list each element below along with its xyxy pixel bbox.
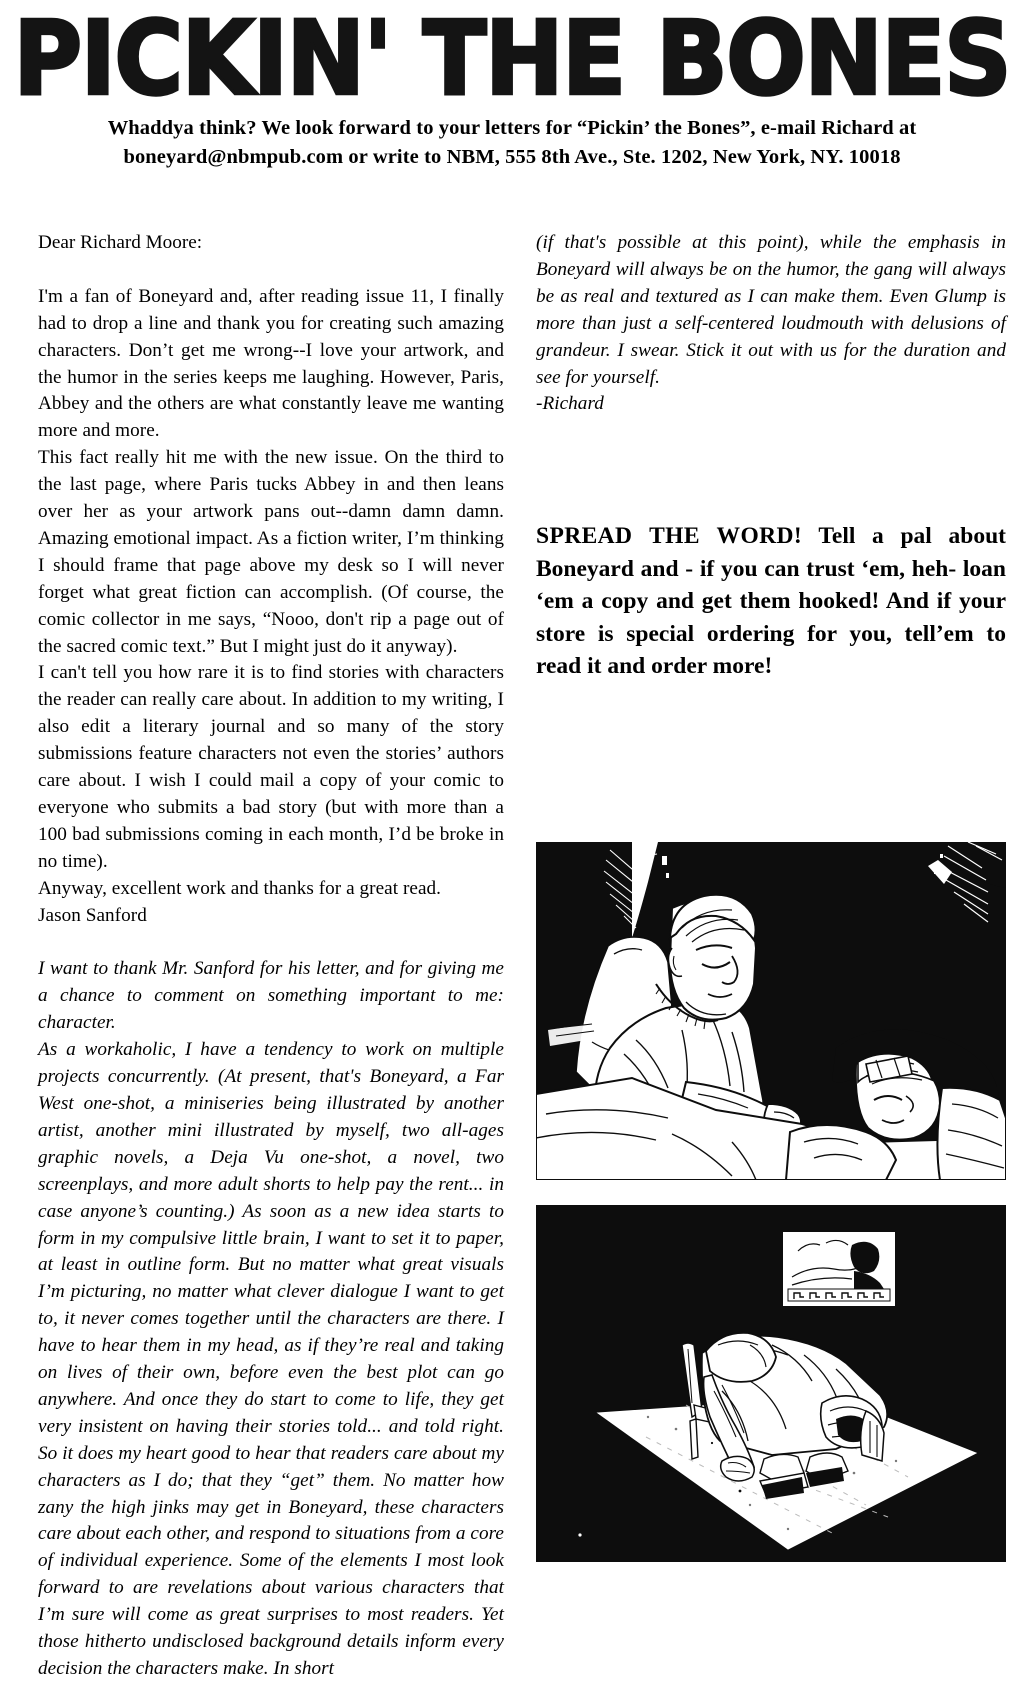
page-title: PICKIN' THE BONES (13, 0, 1011, 119)
reply-paragraph-1: I want to thank Mr. Sanford for his letter, and for giving me a chance to comment on something important to me: character. (38, 958, 504, 1034)
wideshot-comic-artwork (536, 1205, 1006, 1562)
letter-paragraph-3: I can't tell you how rare it is to find stories with characters the reader can really care about. In addition to my writing, I also edit a literary journal and so many of the story submissions feature characters not even the stories’ authors care about. I wish I could mail a copy of your comic to everyone who submits a bad story (but with more than a 100 bad submissions coming in each month, I’d be broke in no time). (38, 662, 504, 872)
spread-the-word-promo (536, 520, 1006, 683)
masthead-subtitle-line-1: Whaddya think? We look forward to your letters for “Pickin’ the Bones”, e-mail Richard at (107, 117, 917, 139)
letter-paragraph-2: This fact really hit me with the new issue. On the third to the last page, where Paris tucks Abbey in and then leans over her as your artwork pans out--damn damn damn. Amazing emotional impact. As a fiction writer, I’m thinking I should frame that page above my desk so I will never forget what great fiction can accomplish. (Of course, the comic collector in me says, “Nooo, don't rip a page out of the sacred comic text.” But I might just do it anyway). (38, 447, 504, 657)
promo-lead-text: SPREAD THE WORD! (536, 523, 803, 549)
reply-paragraph-continued: (if that's possible at this point), while the emphasis in Boneyard will always be on the humor, the gang will always be as real and textured as I can make them. Even Glump is more than just a self-centered loudmouth with delusions of grandeur. I swear. Stick it out with us for the duration and see for yourself. (536, 232, 1006, 388)
reply-signature: -Richard (536, 393, 604, 415)
wideshot-comic-panel (536, 1205, 1006, 1562)
letter-paragraph-1: I'm a fan of Boneyard and, after reading issue 11, I finally had to drop a line and thank you for creating such amazing characters. Don’t get me wrong--I love your artwork, and the humor in the series keeps me laughing. However, Paris, Abbey and the others are what constantly leave me wanting more and more. (38, 285, 504, 442)
masthead (0, 0, 1024, 180)
masthead-subtitle (52, 114, 972, 172)
masthead-subtitle-line-2: boneyard@nbmpub.com or write to NBM, 555 8th Ave., Ste. 1202, New York, NY. 10018 (123, 146, 901, 168)
promo-body-text: Tell a pal about Boneyard and - if you can trust ‘em, heh- loan ‘em a copy and get them hooked! And if your store is special ordering for you, tell’em to read it and order more! (536, 523, 1006, 680)
letter-signature: Jason Sanford (38, 904, 147, 926)
letter-salutation: Dear Richard Moore: (38, 232, 203, 253)
letter-closing: Anyway, excellent work and thanks for a great read. (38, 877, 442, 899)
framed-picture (784, 1233, 894, 1305)
right-text-column (536, 230, 1006, 418)
spacer (38, 930, 504, 957)
bedside-comic-panel (536, 842, 1006, 1180)
bedside-comic-artwork (536, 842, 1006, 1180)
left-text-column (38, 230, 504, 1683)
spacer (38, 257, 504, 284)
reply-paragraph-2: As a workaholic, I have a tendency to work on multiple projects concurrently. (At present, that's Boneyard, a Far West one-shot, a miniseries being illustrated by another artist, another mini illustrated by myself, two all-ages graphic novels, a Deja Vu one-shot, a novel, two screenplays, and more adult shorts to help pay the rent... in case anyone’s counting.) As soon as a new idea starts to form in my compulsive little brain, I want to set it to paper, at least in outline form. But no matter what great visuals I’m picturing, no matter what clever dialogue I want to get to, it never comes together until the characters are there. I have to hear them in my head, as if they’re real and taking on lives of their own, before even the best plot can go anywhere. And once they do start to come to life, they get very insistent on having their stories told... and told right. So it does my heart good to hear that readers care about my characters as I do; that they “get” them. No matter how zany the high jinks may get in Boneyard, these characters care about each other, and respond to situations from a core of individual experience. Some of the elements I most look forward to are revelations about various characters that I’m sure will come as great surprises to most readers. Yet those hitherto undisclosed background details inform every decision the characters make. In short (38, 1039, 504, 1679)
